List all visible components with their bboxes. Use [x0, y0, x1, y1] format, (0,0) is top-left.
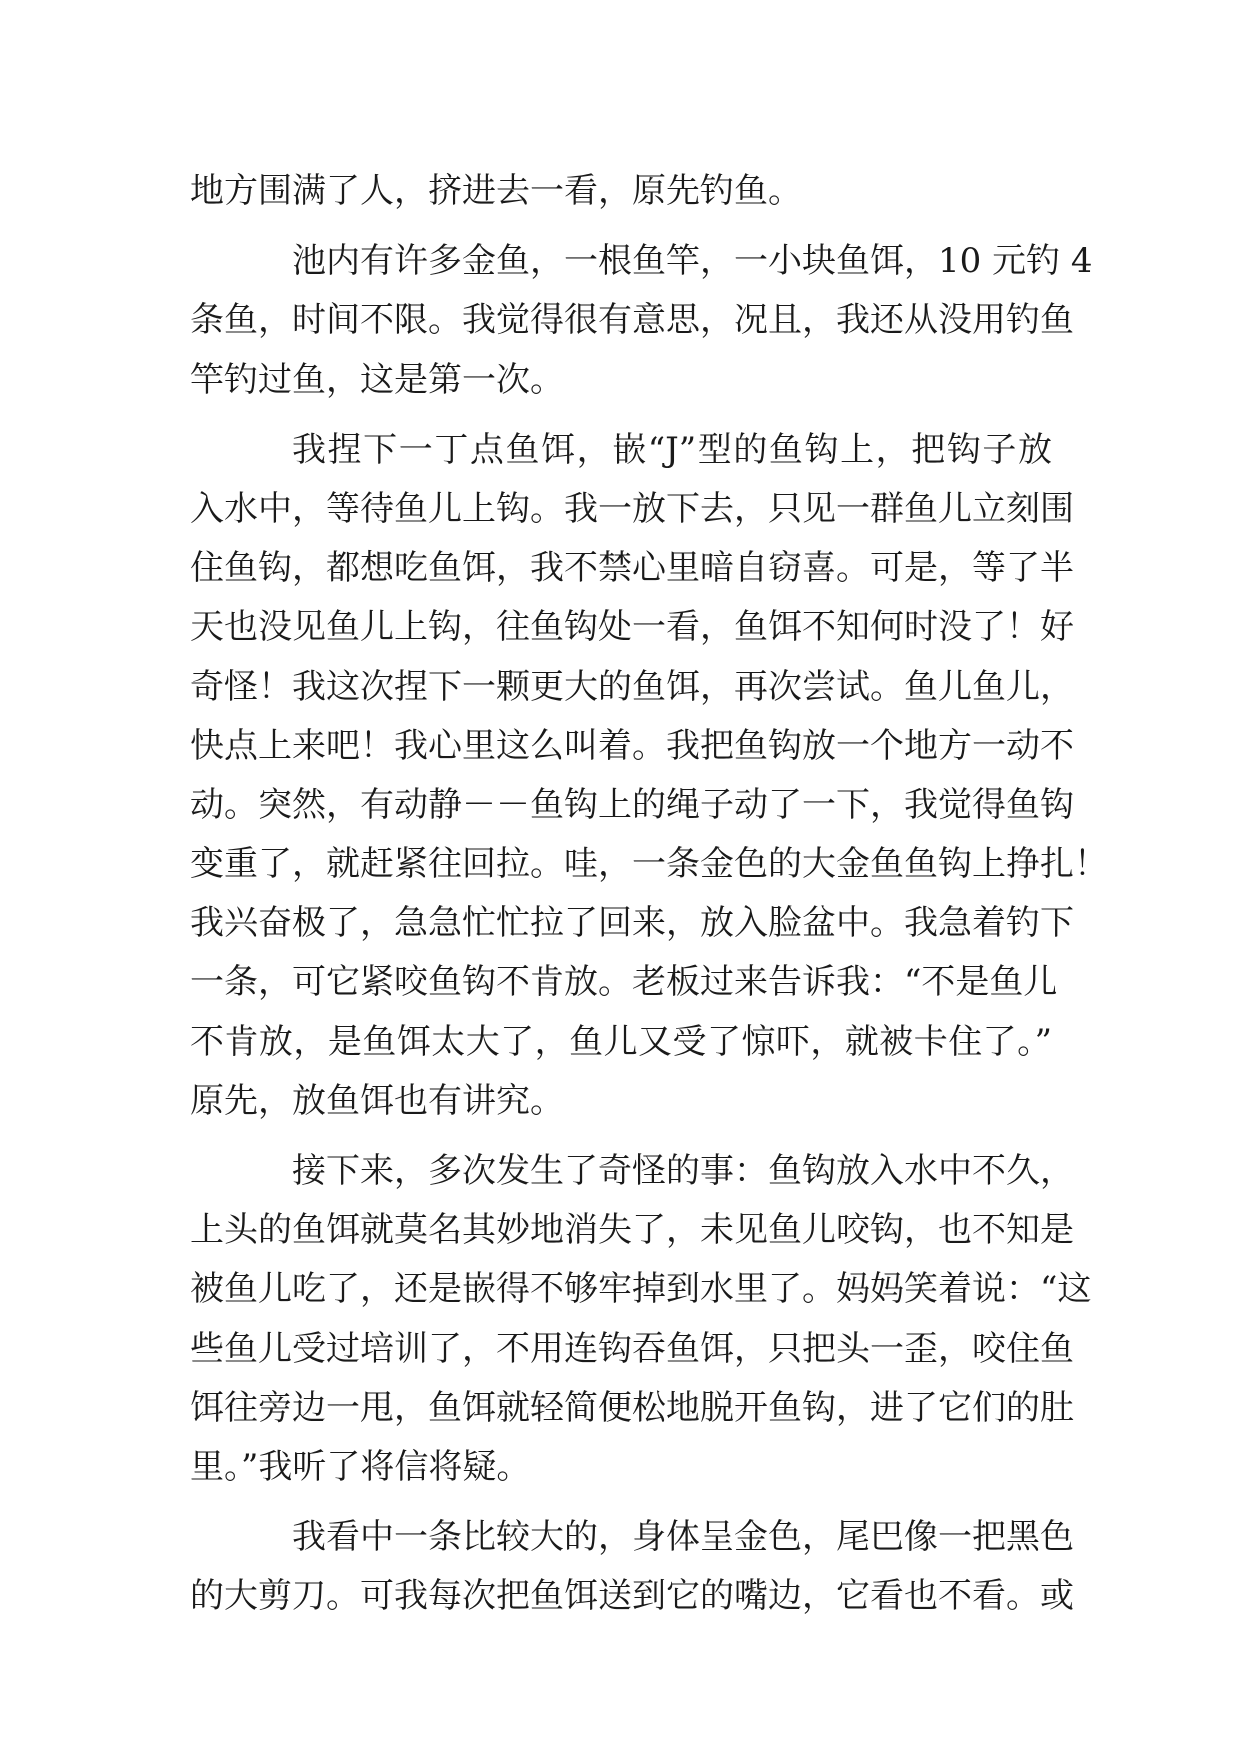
- paragraph: [190, 232, 1093, 410]
- text-line: 变重了，就赶紧往回拉。哇，一条金色的大金鱼鱼钩上挣扎！: [190, 844, 1108, 885]
- paragraph: [190, 1142, 1092, 1497]
- text-line: 接下来，多次发生了奇怪的事：鱼钩放入水中不久，: [292, 1151, 1074, 1191]
- text-line: 上头的鱼饵就莫名其妙地消失了，未见鱼儿咬钩，也不知是: [190, 1210, 1074, 1251]
- text-line: 不肯放，是鱼饵太大了，鱼儿又受了惊吓，就被卡住了。”: [190, 1021, 1052, 1062]
- text-line: 奇怪！我这次捏下一颗更大的鱼饵，再次尝试。鱼儿鱼儿，: [190, 666, 1074, 707]
- paragraph-spacing: [190, 221, 1052, 232]
- paragraph: [190, 1508, 1074, 1626]
- text-line: 我兴奋极了，急急忙忙拉了回来，放入脸盆中。我急着钓下: [190, 903, 1074, 944]
- text-line: 原先，放鱼饵也有讲究。: [190, 1080, 564, 1121]
- text-line: 些鱼儿受过培训了，不用连钩吞鱼饵，只把头一歪，咬住鱼: [190, 1328, 1074, 1369]
- paragraph-spacing: [190, 1497, 1052, 1508]
- text-line: 动。突然，有动静－－鱼钩上的绳子动了一下，我觉得鱼钩: [190, 784, 1074, 825]
- text-line: 一条，可它紧咬鱼钩不肯放。老板过来告诉我：“不是鱼儿: [190, 962, 1058, 1003]
- paragraph: [190, 162, 1052, 221]
- text-line: 条鱼，时间不限。我觉得很有意思，况且，我还从没用钓鱼: [190, 300, 1074, 341]
- text-line: 我看中一条比较大的，身体呈金色，尾巴像一把黑色: [292, 1517, 1074, 1558]
- text-line: 地方围满了人，挤进去一看，原先钓鱼。: [190, 171, 802, 211]
- text-line: 天也没见鱼儿上钩，往鱼钩处一看，鱼饵不知何时没了！好: [190, 607, 1074, 648]
- text-line: 的大剪刀。可我每次把鱼饵送到它的嘴边，它看也不看。或: [190, 1576, 1074, 1617]
- paragraph-spacing: [190, 410, 1052, 421]
- text-line: 里。”我听了将信将疑。: [190, 1446, 531, 1487]
- body-text: [190, 162, 1108, 1627]
- text-line: 池内有许多金鱼，一根鱼竿，一小块鱼饵，10 元钓 4: [292, 241, 1093, 282]
- text-line: 快点上来吧！我心里这么叫着。我把鱼钩放一个地方一动不: [190, 725, 1074, 766]
- paragraph: [190, 421, 1108, 1131]
- text-line: 饵往旁边一甩，鱼饵就轻简便松地脱开鱼钩，进了它们的肚: [190, 1387, 1074, 1428]
- text-line: 入水中，等待鱼儿上钩。我一放下去，只见一群鱼儿立刻围: [190, 488, 1074, 529]
- text-line: 被鱼儿吃了，还是嵌得不够牢掉到水里了。妈妈笑着说：“这: [190, 1269, 1092, 1310]
- text-line: 住鱼钩，都想吃鱼饵，我不禁心里暗自窃喜。可是，等了半: [190, 548, 1074, 589]
- text-line: 竿钓过鱼，这是第一次。: [190, 359, 564, 400]
- text-line: 我捏下一丁点鱼饵，嵌“J”型的鱼钩上，把钩子放: [292, 429, 1052, 470]
- paragraph-spacing: [190, 1131, 1052, 1142]
